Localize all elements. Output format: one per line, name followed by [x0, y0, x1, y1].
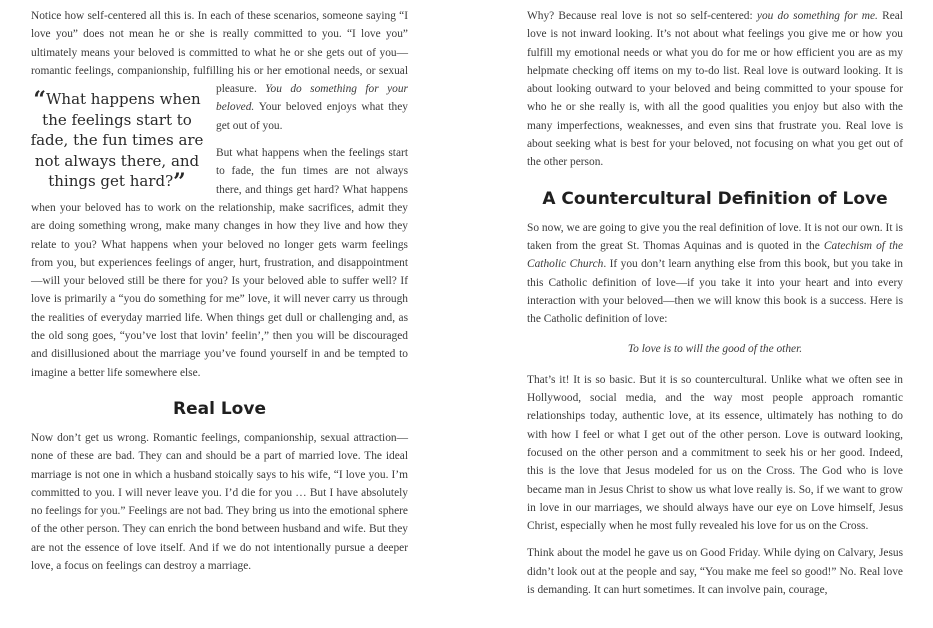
paragraph-text: Notice how self-centered all this is. In each of these scenarios, someone saying “I love you” does not mean he or she is really committed to you. “I love you” ultimately means your beloved is committed to what he or she gets out of you—romantic feelings, companionship, fulfilling his or her: [31, 10, 408, 77]
book-title: Catechism of the Catholic Church: [527, 239, 904, 271]
paragraph: [527, 219, 903, 329]
paragraph-text: Your beloved enjoys what they get out of you.: [216, 101, 408, 132]
paragraph: [527, 7, 903, 172]
paragraph-text: Why? Because real love is not so self-centered:: [527, 10, 757, 22]
definition-quote: To love is to will the good of the other.: [627, 343, 803, 356]
pull-quote-text: What happens when the feelings start to fade, the fun times are not always there, and things get hard?: [30, 90, 204, 191]
italic-text: You do something for your beloved.: [216, 83, 408, 114]
section-heading: A Countercultural Definition of Love: [542, 188, 888, 209]
paragraph-text: . If you don’t learn anything else from this book, but you take in this Catholic definition of love—if you take it into your heart and into every interaction with your beloved—then we will know this book is a success. Here is the Catholic definition of love:: [527, 258, 903, 326]
paragraph: [30, 7, 408, 196]
paragraph: Now don’t get us wrong. Romantic feelings, companionship, sexual attraction—none of these are bad. They can and should be a part of married love. The ideal marriage is not one in which a husband stoically says to his wife, “I love you. I’m committed to you. I will never leave you. I’d die for you … But I have absolutely no feelings for you.” Feelings are not bad. They bring us into the emotional sphere of the other person. They can enrich the bond between husband and wife. But they are not the essence of love itself. And if we do not intentionally pursue a deeper love, a focus on feelings can destroy a marriage.: [31, 431, 408, 573]
paragraph: That’s it! It is so basic. But it is so countercultural. Unlike what we often see in Hollywood, social media, and the way most people approach romantic relationships today, authentic love, at its essence, ultimately has nothing to do with how I feel or what I get out of the other person. Love is outward looking, focused on the other person and a commitment to seek his or her good. Indeed, this is the love that Jesus modeled for us on the Cross. The God who is love became man in Jesus Christ to show us what love really is. So, if we want to grow in love in our marriages, we should always have our eye on Love himself, Jesus Christ, especially when he most fully revealed his love for us on the Cross.: [527, 373, 903, 533]
paragraph-text: So now, we are going to give you the real definition of love. It is not our own. It is taken from the great St. Thomas Aquinas and is quoted in the: [527, 221, 903, 252]
paragraph-text: Real love is not inward looking. It’s not about what feelings you give me or how you fulfill my emotional needs or what you do for me or how efficient you are as my helpmate checking off items on my to-do list. Real love is outward looking. It is about looking outward to your beloved and being committed to your spouse for who he or she really is, with all the good qualities you enjoy but also with the many imperfections, weaknesses, and even sins that frustrate you. Real love is about seeking what is best for your beloved, not focusing on what you get out of the other person.: [527, 10, 903, 169]
pull-quote-box: [28, 87, 206, 196]
open-quote-mark: “: [33, 87, 46, 114]
paragraph: But what happens when the feelings start to fade, the fun times are not always there, and things get hard? What happens when your beloved has to work on the relationship, make sacrifices, admit they are doing something wrong, make many changes in how they live and how they relate to you? What happens when your beloved no longer gets warm feelings from you, but experiences feelings of anger, hurt, frustration, and disappointment—will your beloved still be there for you? Is your beloved able to suffer well? If love is primarily a “you do something for me” love, it will never carry us through the realities of everyday married life. When things get dull or challenging and, as the old song goes, “you’ve lost that lovin’ feelin’,” then you will be discouraged and disillusioned about the marriage you’ve found yourself in and be tempted to imagine a better life somewhere else.: [31, 147, 408, 379]
section-heading: Real Love: [173, 398, 266, 419]
left-page: [31, 7, 408, 575]
close-quote-mark: ”: [173, 169, 186, 196]
italic-text: you do something for me.: [756, 10, 878, 22]
right-page: [527, 7, 903, 599]
paragraph: Think about the model he gave us on Good Friday. While dying on Calvary, Jesus didn’t look out at the people and say, “You make me feel so good!” No. Real love is demanding. It can hurt sometimes. It can involve pain, courage,: [527, 547, 903, 597]
paragraph-text: emotional needs, or sexual pleasure.: [216, 64, 408, 96]
